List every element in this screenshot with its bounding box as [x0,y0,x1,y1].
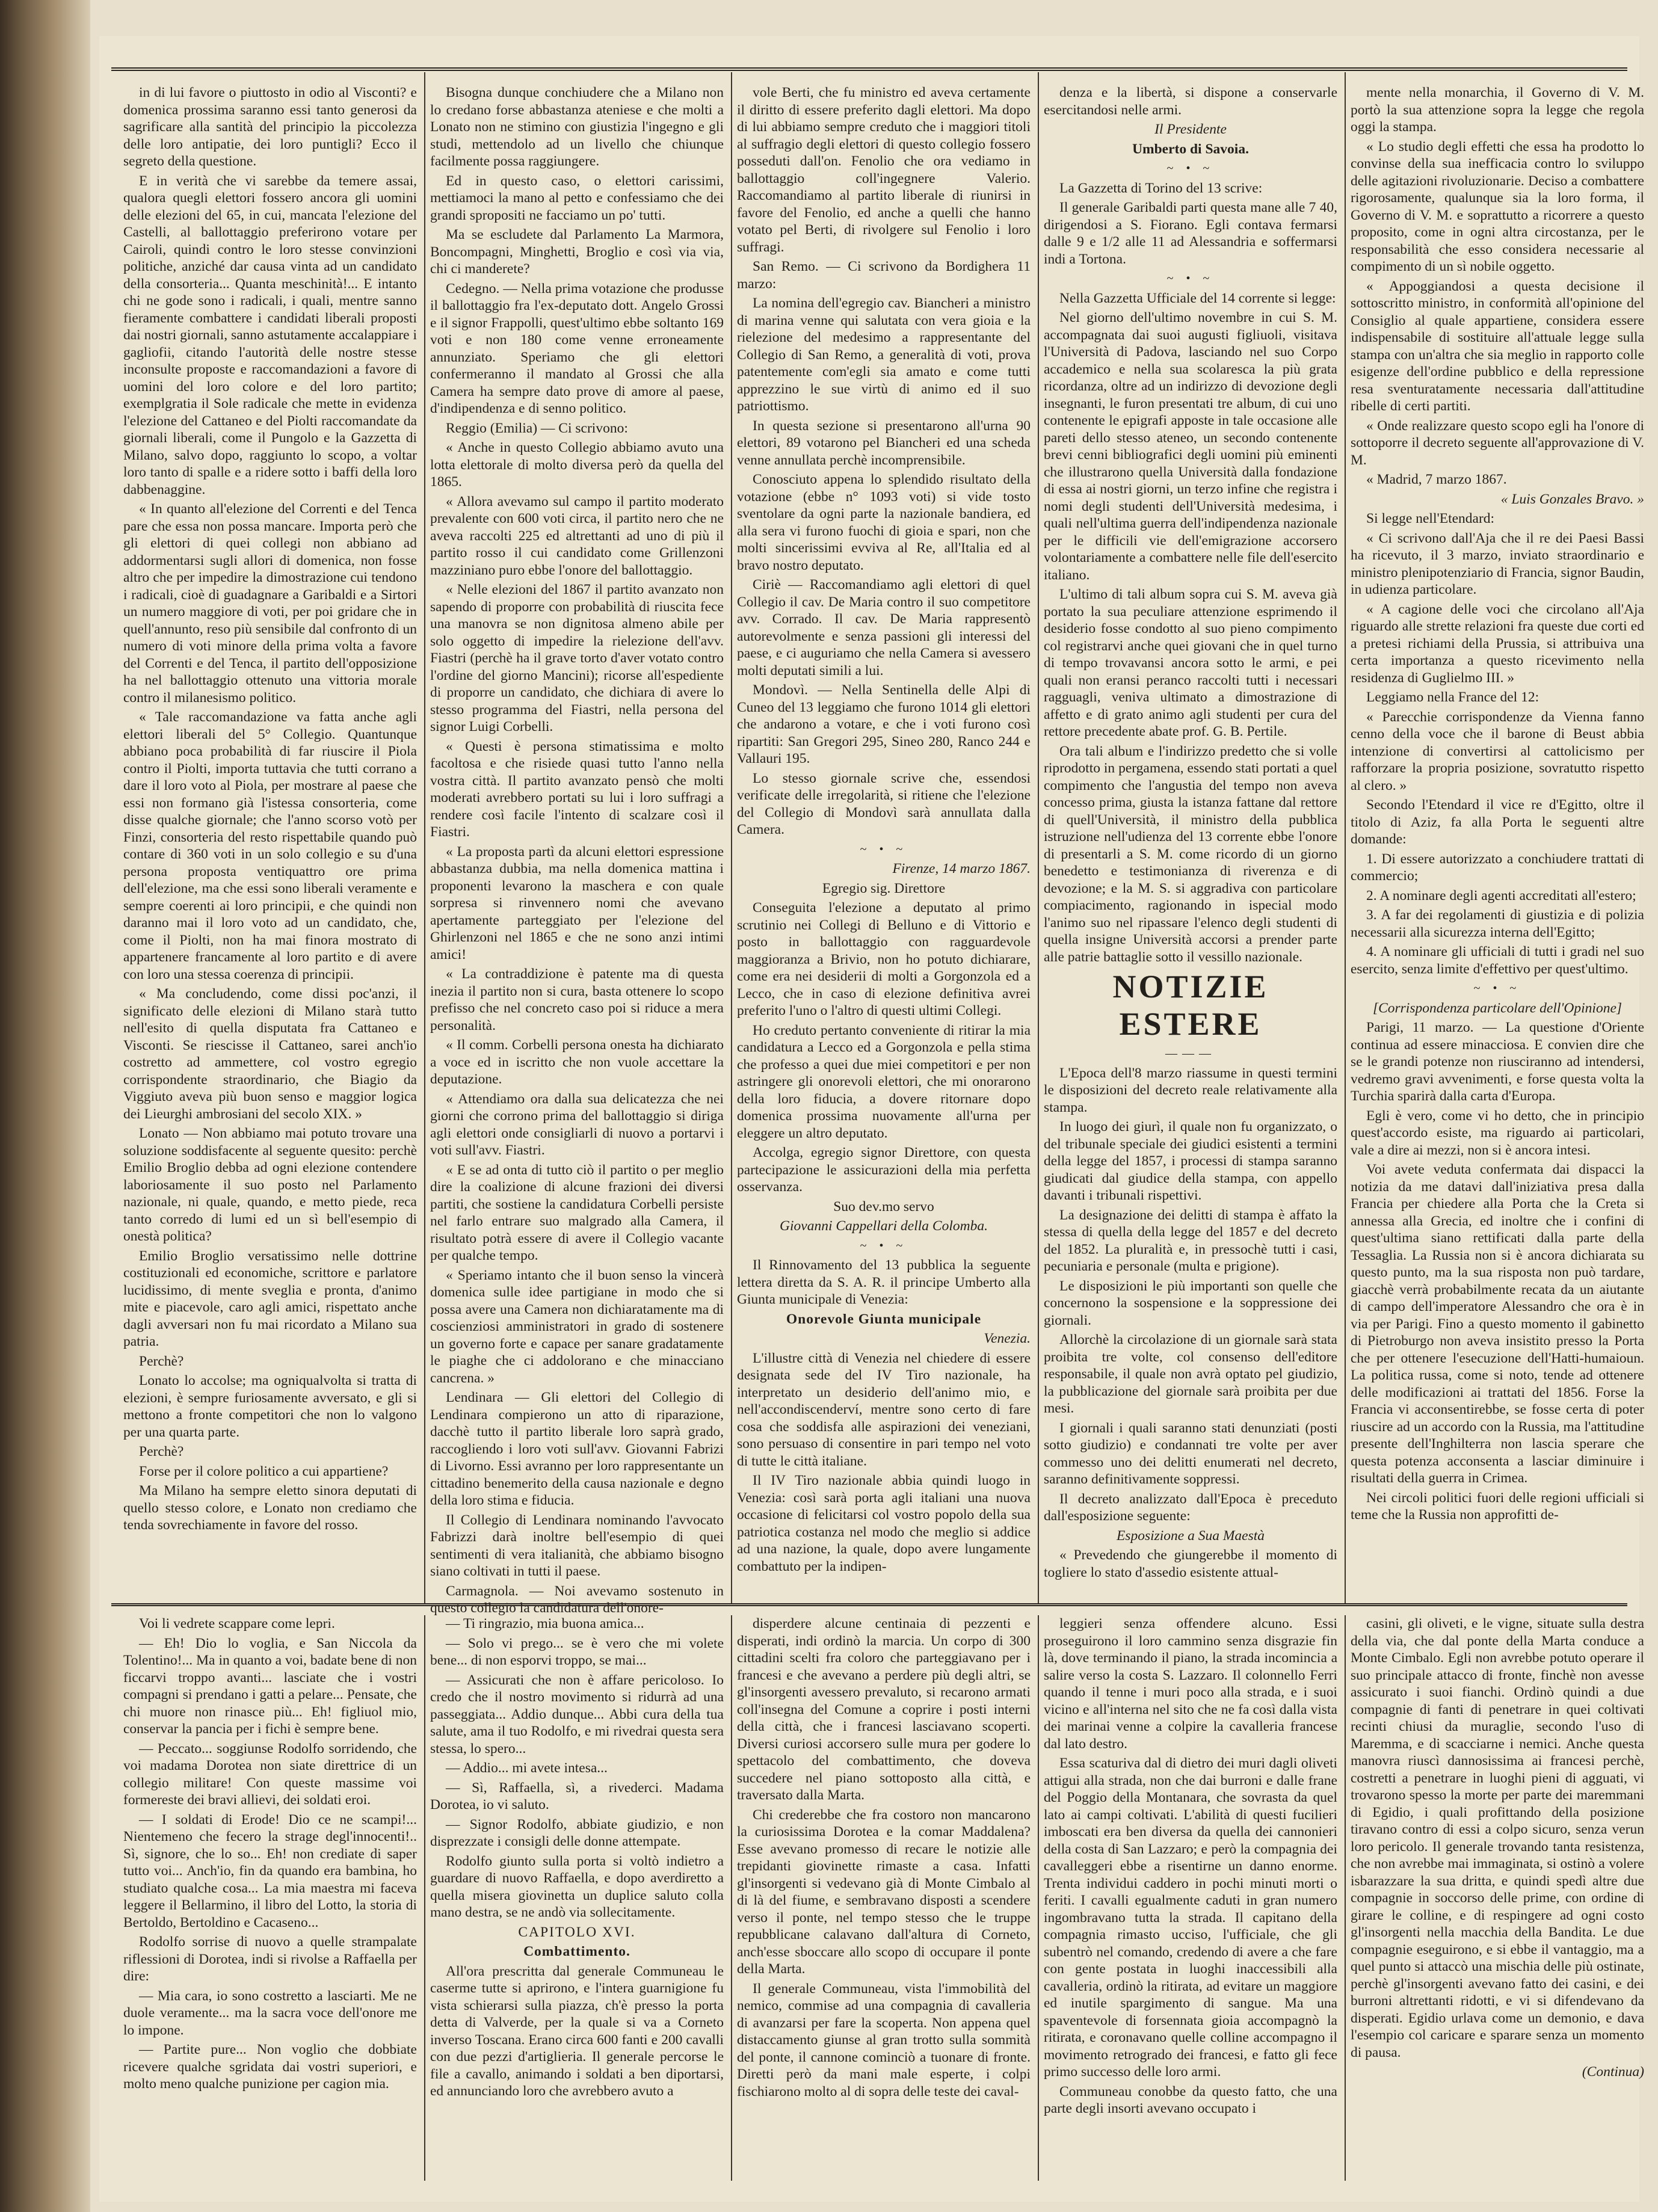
paragraph: « Il comm. Corbelli persona onesta ha dichiarato a voce ed in iscritto che non vuole accettare la deputazione. [430,1037,724,1087]
paragraph: L'ultimo di tali album sopra cui S. M. aveva già portato la sua peculiare attenzione esprimendo il desiderio fosse condotto al suo pieno compimento col registrarvi anche quei giovani che in quel turno di tempo trovavansi ancora sotto le armi, e pei quali non eransi peranco raccolti tutti i necessari ragguagli, veniva ultimato a dimostrazione di affetto e di grato animo agli studenti per cura del rettore precedente abate prof. G. B. Pertile. [1044,587,1337,739]
signature: « Luis Gonzales Bravo. » [1500,491,1644,507]
signature: Giovanni Cappellari della Colomba. [780,1218,988,1234]
feuilleton-column-1 [123,1615,417,2175]
paragraph: « Tale raccomandazione va fatta anche agli elettori liberali del 5° Collegio. Quantunque abbiano poca probabilità di far riuscire il Piola contro il Piolti, importa tuttavia che tutti corrano a dare il loro voto al Piola, per mostrare al paese che essi non formano già l'istessa consorteria, come disse qualche giornale; che l'anno scorso votò per Finzi, consorteria del resto rispettabile quando può contare di 360 voti in un solo collegio e su d'una persona proposta ventiquattro ore prima dell'elezione, ma che essi sono liberali veramente e sempre coerenti ai loro principii, e che quindi non daranno mai il loro voto ad un candidato, che, come il Piolti, non ha mai finora mostrato di appartenere francamente al loro partito e di avere con loro una stessa coerenza di principii. [123,709,417,982]
letter-place: Venezia. [984,1331,1031,1346]
paragraph: « Parecchie corrispondenze da Vienna fanno cenno della voce che il barone di Beust abbia intenzione di convertirsi al cattolicismo per rafforzare la propria posizione, sovratutto rispetto al clero. » [1351,709,1644,793]
paragraph: Cedegno. — Nella prima votazione che produsse il ballottaggio fra l'ex-deputato dott. Angelo Grossi e il signor Frappolli, quest'ultimo ebbe soltanto 169 voti e non 180 come venne erroneamente annunziato. Speriamo che gli elettori confermeranno il mandato al Grossi che alla Camera ha sempre dato prove di amore al paese, d'indipendenza e di senno politico. [430,280,724,416]
paragraph: Perchè? [139,1353,184,1369]
paragraph: « Speriamo intanto che il buon senso la vincerà domenica sulle idee partigiane in modo che si possa avere una Camera non dichiaratamente ma di coscienziosi amministratori in grado di sostenere un governo forte e capace per sanare gradatamente le piaghe che ci addolorano e che minacciano cancrena. » [430,1267,724,1386]
paragraph: « In quanto all'elezione del Correnti e del Tenca pare che essa non possa mancare. Importa però che gli elettori di quei collegi non abbiano ad addormentarsi sugli allori di domenica, non fosse altro che per impedire la dimostrazione cui tendono i radicali, cioè di guadagnare a Garibaldi e a Sirtori un numero maggiore di voti, per poi gridare che in quell'annunto, reso più sensibile dal confronto di un numero di voti minore della prima volta a favore del Correnti e del Tenca, il partito dell'opposizione ha nel ballottaggio ottenuto una vittoria morale contro il milanesismo politico. [123,501,417,706]
paragraph: Nella Gazzetta Ufficiale del 14 corrente si legge: [1059,290,1336,306]
paragraph: Il generale Communeau, vista l'immobilità del nemico, commise ad una compagnia di cavalleria di avanzarsi per fare la scoperta. Non appena quel distaccamento giunse al gran trotto sulla sommità del ponte, il cannone cominciò a tuonare di fronte. Diretti però da mani male esperte, i colpi fischiarono molto al di sopra delle teste dei caval- [737,1980,1031,2100]
column-separator [731,1615,732,2181]
paragraph: Allorchè la circolazione di un giornale sarà stata proibita tre volte, col consenso dell'editore responsabile, il quale non avrà optato pel giudizio, la pubblicazione del giornale sarà proibita per due mesi. [1044,1332,1337,1416]
paragraph: Leggiamo nella France del 12: [1366,689,1539,705]
paragraph: « La proposta partì da alcuni elettori espressione abbastanza dubbia, ma nella domenica mattina i proponenti levarono la maschera e con quale sorpresa si rinvennero nomi che avevano apertamente parteggiato per l'elezione del Ghirlenzoni nel 1865 e che ne sono anzi intimi amici! [430,843,724,963]
section-title: NOTIZIE ESTERE [1112,969,1269,1042]
paragraph: Il generale Garibaldi parti questa mane alle 7 40, dirigendosi a S. Fiorano. Egli contava fermarsi dalle 9 e 1/2 alle 11 ad Alessandria e soffermarsi indi a Tortona. [1044,200,1337,267]
paragraph: Chi crederebbe che fra costoro non mancarono la curiosissima Dorotea e la comar Maddalena? Esse avevano promesso di recare le notizie alle trepidanti giovinette rimaste a casa. Infatti gl'insorgenti si vedevano già di Monte Cimbalo al di là del fiume, e sembravano disposti a scendere verso il ponte, nel tempo stesso che le truppe repubblicane calavano dall'altura di Corneto, anch'esse sboccare allo scopo di occupare il ponte della Marta. [737,1807,1031,1977]
paragraph: Communeau conobbe da questo fatto, che una parte degli insorti avevano occupato i [1044,2083,1337,2116]
paragraph: Parigi, 11 marzo. — La questione d'Oriente continua ad essere minacciosa. E convien dire che se le grandi potenze non riusciranno ad intendersi, vedremo gravi avvenimenti, e forse questa volta la Turchia sparirà dalla carta d'Europa. [1351,1020,1644,1104]
paragraph: « E se ad onta di tutto ciò il partito o per meglio dire la coalizione di alcune frazioni dei diversi partiti, che sostiene la candidatura Corbelli persiste nel farlo entrare suo malgrado alla Camera, il risultato potrà essere di avere il Collegio vacante per qualche tempo. [430,1162,724,1263]
dateline: « Madrid, 7 marzo 1867. [1366,472,1507,487]
paragraph: Nei circoli politici fuori delle regioni ufficiali si teme che la Russia non approfitti de- [1351,1490,1644,1523]
paragraph: Lonato — Non abbiamo mai potuto trovare una soluzione soddisfacente al seguente quesito: perchè Emilio Broglio debba ad ogni elezione contendere laboriosamente il suo posto nel Parlamento nazionale, ni quale, quando, e metto piede, reca tanto corredo di lumi ed un sì bell'esempio di onestà politica? [123,1126,417,1244]
paragraph: denza e la libertà, si dispone a conservarle esercitandosi nelle armi. [1044,85,1337,118]
paragraph: La Gazzetta di Torino del 13 scrive: [1059,180,1263,196]
paragraph: Rodolfo sorrise di nuovo a quelle strampalate riflessioni di Dorotea, indi si rivolse a Raffaella per dire: [123,1934,417,1984]
paragraph: — Mia cara, io sono costretto a lasciarti. Me ne duole veramente... ma la sacra voce dell'onore me lo impone. [123,1988,417,2038]
paragraph: L'illustre città di Venezia nel chiedere di essere designata sede del IV Tiro nazionale, ha interpretato un desiderio dell'animo mio, e nell'accondiscenderví, mentre sono certo di fare cosa che soddisfa alle aspirazioni dei veneziani, sono persuaso di consentire in pari tempo nel voto di tutte le città italiane. [737,1350,1031,1469]
chapter-title: Combattimento. [523,1944,630,1959]
paragraph: Il Rinnovamento del 13 pubblica la seguente lettera diretta da S. A. R. il principe Umberto alla Giunta municipale di Venezia: [737,1257,1031,1307]
paragraph: « Onde realizzare questo scopo egli ha l'onore di sottoporre il decreto seguente all'approvazione di V. M. [1351,417,1644,468]
signature: Umberto di Savoia. [1132,141,1249,157]
paragraph: Conseguita l'elezione a deputato al primo scrutinio nei Collegi di Belluno e di Vittorio e posto in ballottaggio con ragguardevole maggioranza a Brivio, non ho potuto dichiarare, come era nei desiderii di molti a Gorgonzola ed a Lecco, che in caso di elezione definitiva avrei preferito l'uno o l'altro di questi ultimi Collegi. [737,900,1031,1018]
column-1 [123,84,417,1588]
ornament-divider: ~ • ~ [1473,982,1521,995]
paragraph: — Signor Rodolfo, abbiate giudizio, e non disprezzate i consigli delle donne attempate. [430,1816,724,1849]
paragraph: Il decreto analizzato dall'Epoca è preceduto dall'esposizione seguente: [1044,1491,1337,1524]
paragraph: In questa sezione si presentarono all'urna 90 elettori, 89 votarono pel Biancheri ed una scheda venne annullata perchè incomprensibile. [737,417,1031,468]
paragraph: Il Collegio di Lendinara nominando l'avvocato Fabrizzi darà inoltre bell'esempio di quei sentimenti di vera italianità, che abbiamo bisogno siano coltivati in tutti il paese. [430,1512,724,1579]
column-separator [424,72,425,1603]
paragraph: All'ora prescritta dal generale Communeau le caserme tutte si aprirono, e l'intera guarnigione fu vista schierarsi sulla piazza, ch'è presso la porta detta di Valverde, per la quale si va a Corneto inverso Toscana. Erano circa 600 fanti e 200 cavalli con due pezzi d'artiglieria. Il generale percorse le file a cavallo, animando i soldati a ben diportarsi, ed annunciando loro che avrebbero avuto a [430,1963,724,2099]
column-separator [731,72,732,1603]
ornament-divider: ~ • ~ [1166,162,1215,175]
paragraph: La nomina dell'egregio cav. Biancheri a ministro di marina venne qui salutata con vera gioia e la rielezione del medesimo a rappresentante del Collegio di San Remo, a generalità di voti, prova patentemente com'egli sia amato e come tutti apprezzino le sue virtù di animo ed il suo patriottismo. [737,295,1031,414]
paragraph: Forse per il colore politico a cui appartiene? [139,1463,389,1479]
paragraph: I giornali i quali saranno stati denunziati (posti sotto giudizio) e condannati tre volte per aver commesso uno dei delitti enumerati nel decreto, saranno definitivamente soppressi. [1044,1420,1337,1487]
paragraph: « Ma concludendo, come dissi poc'anzi, il significato delle elezioni di Milano starà tutto nell'esito di quella disputata fra Cattaneo e Visconti. Se riescisse il Cattaneo, sarei anch'io costretto ad ammettere, col vostro egregio corrispondente straordinario, che Biagio da Viggiuto aveva più buon senso e maggior logica dei Lieurghi ambrosiani del secolo XIX. » [123,986,417,1122]
paragraph: « Appoggiandosi a questa decisione il sottoscritto ministro, in conformità all'opinione del Consiglio al quale appartiene, considera essere indispensabile di sostituire all'attuale legge sulla stampa con un'altra che sia meglio in rapporto colle esigenze dell'ordine pubblico e della repressione resa sventuratamente necessaria dall'attitudine ribelle di certi partiti. [1351,278,1644,414]
correspondence-heading: [Corrispondenza particolare dell'Opinione] [1372,1000,1623,1016]
to-be-continued: (Continua) [1582,2064,1644,2080]
paragraph: disperdere alcune centinaia di pezzenti e disperati, indi ordinò la marcia. Un corpo di 300 cittadini scelti fra coloro che parteggiavano per i francesi e che avevano a perdere più degli altri, se gl'insorgenti avessero prevaluto, si recarono armati coll'insegna del Comune a coprire i posti interni della città, che i francesi lasciavano scoperti. Diversi curiosi accorsero sulle mura per godere lo spettacolo del combattimento, che doveva succedere nel piano sottoposto alla città, e traversato dalla Marta. [737,1616,1031,1803]
paragraph: « Ci scrivono dall'Aja che il re dei Paesi Bassi ha ricevuto, il 3 marzo, inviato straordinario e ministro plenipotenziario di Francia, signor Baudin, in udienza particolare. [1351,530,1644,597]
feuilleton-rule [111,1603,1627,1606]
paragraph: « Prevedendo che giungerebbe il momento di togliere lo stato d'assedio esistente attual- [1044,1547,1337,1580]
paragraph: « Questi è persona stimatissima e molto facoltosa e che risiede quasi tutto l'anno nella vostra città. Il partito avanzato pensò che molti moderati avrebbero portati su lui i loro suffragi a rendere così facile l'intento di scalzare così il Fiastri. [430,738,724,840]
paragraph: Si legge nell'Etendard: [1366,511,1495,526]
ornament-divider: ~ • ~ [1166,272,1215,285]
closing: Suo dev.mo servo [833,1198,934,1215]
paragraph: — Eh! Dio lo voglia, e San Niccola da Tolentino!... Ma in quanto a voi, badate bene di non ficcarvi troppo avanti... lasciate che i vostri compagni si prendano i gatti a pelare... Pensate, che chi muore non rinasce più... Eh! figliuol mio, conservar la pancia per i fichi è sempre bene. [123,1635,417,1737]
paragraph: — I soldati di Erode! Dio ce ne scampi!... Nientemeno che fecero la strage degl'innocenti!.. Sì, signore, che lo so... Eh! non crediate di saper tutto voi... Anch'io, fin da quando era bambina, ho studiato qualche cosa... La mia maestra mi faceva leggere il Bellarmino, il libro del Lotto, la storia di Bertoldo, Bertoldino e Cacaseno... [123,1811,417,1930]
paragraph: — Addio... mi avete intesa... [446,1760,608,1776]
paragraph: Lonato lo accolse; ma ogniqualvolta si tratta di elezioni, è sempre furiosamente avversato, e gli si mettono a fronte competitori che non lo valgono per una quarta parte. [123,1373,417,1440]
paragraph: Ed in questo caso, o elettori carissimi, mettiamoci la mano al petto e confessiamo che dei grandi spropositi ne facciamo un po' tutti. [430,173,724,223]
paragraph: « Nelle elezioni del 1867 il partito avanzato non sapendo di proporre con probabilità di riuscita fece una manovra se non dignitosa almeno abile per solo oggetto di impedire la rielezione dell'avv. Fiastri (perchè ha il grave torto d'aver votato contro l'ordine del giorno Mancini); ricorse all'espediente di proporre un candidato, che dichiara di avere lo stesso programma del Fiastri, nella persona del signor Luigi Corbelli. [430,582,724,735]
paragraph: — Sì, Raffaella, sì, a rivederci. Madama Dorotea, io vi saluto. [430,1779,724,1813]
paragraph: Lendinara — Gli elettori del Collegio di Lendinara compierono un atto di riparazione, dacchè tutto il partito liberale loro saprà grado, raccogliendo i loro voti sull'avv. Giovanni Fabrizi di Livorno. Essi avranno per loro rappresentante un cittadino benemerito della causa nazionale e degno della loro stima e fiducia. [430,1390,724,1508]
dateline: Firenze, 14 marzo 1867. [892,861,1031,876]
column-separator [1345,72,1346,1603]
paragraph: Ma se escludete dal Parlamento La Marmora, Boncompagni, Minghetti, Broglio e così via via, chi ci manderete? [430,227,724,277]
signature-title: Il Presidente [1154,122,1227,137]
paragraph: « Allora avevamo sul campo il partito moderato prevalente con 600 voti circa, il partito nero che ne aveva raccolti 225 ed altrettanti ad uno di più il partito rosso il cui candidato come Grillenzoni mazziniano puro ebbe l'onore del ballottaggio. [430,493,724,578]
paragraph: leggieri senza offendere alcuno. Essi proseguirono il loro cammino senza disgrazie fin là, dove terminando il piano, la strada incomincia a salire verso la costa S. Lazzaro. Il colonnello Ferri quando il tenne i muri poco alla strada, e i suoi vicino e all'interna nel sito che ne fa così dalla vista dei marinai venne a colpire la cavalleria francese dal lato destro. [1044,1616,1337,1752]
ornament-divider: ~ • ~ [860,842,908,856]
paragraph: In luogo dei giurì, il quale non fu organizzato, o del tribunale speciale dei giudici esistenti a termini della legge del 1857, i processi di stampa saranno giudicati dal giudice della stampa, con appello davanti i tribunali rispettivi. [1044,1119,1337,1203]
chapter-number: CAPITOLO XVI. [518,1924,636,1940]
feuilleton-column-5 [1351,1615,1644,2175]
paragraph: L'Epoca dell'8 marzo riassume in questi termini le disposizioni del decreto reale relativamente alla stampa. [1044,1065,1337,1115]
paragraph: « Anche in questo Collegio abbiamo avuto una lotta elettorale di molto diversa però da quella del 1865. [430,440,724,490]
paragraph: casini, gli oliveti, e le vigne, situate sulla destra della via, che dal ponte della Marta conduce a Monte Cimbalo. Egli non avrebbe potuto operare il suo principale attacco di fronte, finchè non avesse assicurato i suoi fianchi. Ordinò quindi a due compagnie di fanti di penetrare in quei coltivati recinti chiusi da muraglie, secondo l'uso di Maremma, e di scacciarne i nemici. Anche questa manovra riuscì dannosissima ai francesi perchè, costretti a penetrare in luoghi pieni di agguati, vi trovarono spesso la morte per parte dei maremmani di Egidio, i quali profittando della posizione tiravano contro di essi a colpo sicuro, senza verun loro pericolo. Il generale trovando tanta resistenza, che non avrebbe mai immaginata, si ostinò a volere isbarazzare la sua dritta, e quindi spedì altre due compagnie in soccorso delle prime, con ordine di girare le colline, e di respingere ad ogni costo gl'insorgenti nella macchia della Bandita. Le due compagnie eseguirono, e si ebbe il vantaggio, ma a quel punto si attaccò una mischia delle più ostinate, perchè gl'insorgenti avevano fatto dei casini, e dei burroni altrettanti ridotti, e vi si difendevano da disperati. Egidio urlava come un demonio, e dava l'esempio col caricare e sparare senza un momento di pausa. [1351,1616,1644,2060]
list-item: 3. A far dei regolamenti di giustizia e di polizia necessarii alla sicurezza interna dell'Egitto; [1351,907,1644,940]
paragraph: — Partite pure... Non voglio che dobbiate ricevere qualche sgridata dai vostri superiori, e molto meno qualche punizione per cagion mia. [123,2042,417,2092]
column-5 [1351,84,1644,1588]
newspaper-page [99,36,1644,2202]
paragraph: « La contraddizione è patente ma di questa inezia il partito non si cura, basta ottenere lo scopo prefisso che nel concreto caso poi si riduce a mera personalità. [430,966,724,1034]
paragraph: Nel giorno dell'ultimo novembre in cui S. M. accompagnata dai suoi augusti figliuoli, visitava l'Università di Padova, lasciando nel suo Corpo accademico e nella sua scolaresca la più grata ricordanza, oltre ad un indirizzo di devozione degli insegnanti, le furon presentati tre album, di cui uno contenente le epigrafi apposte in tale occasione alle pareti dello stesso ateneo, un secondo contenente brevi cenni bibliografici degli uomini più eminenti che illustrarono quella Università dalla fondazione di essa ai nostri giorni, un terzo infine che registra i nomi degli studenti dell'Università medesima, i quali nell'ultima guerra dell'indipendenza nazionale per le difficili vie dell'emigrazione accorsero volontariamente a combattere nelle file dell'esercito italiano. [1044,310,1337,583]
column-2 [430,84,724,1616]
paragraph: Mondovì. — Nella Sentinella delle Alpi di Cuneo del 13 leggiamo che furono 1014 gli elettori che andarono a votare, e che i voti furono così ripartiti: San Gregori 295, Sineo 280, Ranco 244 e Vallauri 195. [737,682,1031,766]
paragraph: Voi avete veduta confermata dai dispacci la notizia da me datavi dall'iniziativa presa dalla Francia per chiedere alla Porta che la Creta si annessa alla Grecia, ed inoltre che i confini di quest'ultima siano rettificati dalla parte della Tessaglia. La Russia non si è ancora dichiarata su questo punto, ma la sua risposta non può tardare, giacchè verrà probabilmente recata da un aiutante di campo dell'imperatore Alessandro che ora è in via per Parigi. Fino a questo momento il gabinetto di Pietroburgo non aveva insistito presso la Porta che per ottenere l'esecuzione dell'Hatti-humaioun. La politica russa, come si noto, tende ad ottenere delle modificazioni ai trattati del 1856. Forse la Francia vi acconsentirebbe, se fosse certa di poter riuscire ad un accordo con la Russia, ma l'attitudine presente dell'Inghilterra non lascia sperare che questa potenza acconsenta a lasciar diminuire i risultati della guerra in Crimea. [1351,1162,1644,1486]
paragraph: Accolga, egregio signor Direttore, con questa partecipazione le assicurazioni della mia perfetta osservanza. [737,1145,1031,1195]
paragraph: « Lo studio degli effetti che essa ha prodotto lo convinse della sua inefficacia contro lo sviluppo delle agitazioni rivoluzionarie. Deciso a combattere rigorosamente, qualunque sia la loro forma, il Governo di V. M. e soprattutto a ricorrere a questo proposito, come in ogni altra circostanza, per le responsabilità che esso considera necessarie al compimento di un sì nobile oggetto. [1351,138,1644,274]
column-4 [1044,84,1337,1588]
column-separator [424,1615,425,2181]
paragraph: — Solo vi prego... se è vero che mi volete bene... di non esporvi troppo, se mai... [430,1635,724,1668]
column-3 [737,84,1031,1588]
paragraph: « A cagione delle voci che circolano all'Aja riguardo alle strette relazioni fra queste due corti ed a pretesi richiami della Prussia, si attribuiva una certa importanza a questo ricevimento nella residenza di Guglielmo III. » [1351,601,1644,686]
paragraph: La designazione dei delitti di stampa è affato la stessa di quella della legge del 1857 e del decreto del 1852. La pluralità e, in pressochè tutti i casi, pecuniaria e personale (multa e prigione). [1044,1207,1337,1274]
column-separator [1038,1615,1039,2181]
paragraph: Emilio Broglio versatissimo nelle dottrine costituzionali ed economiche, scrittore e parlatore lucidissimo, di mente sveglia e pronta, d'animo mite e piacevole, caro agli amici, rispettato anche dagli avversari non fu mai ricordato a Milano sua patria. [123,1248,417,1349]
paragraph: Egli è vero, come vi ho detto, che in principio quest'accordo esiste, ma riguardo ai particolari, vale a dire ai mezzi, non si è ancora intesi. [1351,1108,1644,1158]
paragraph: Secondo l'Etendard il vice re d'Egitto, oltre il titolo di Aziz, fa alla Porta le seguenti altre domande: [1351,797,1644,847]
paragraph: Bisogna dunque conchiudere che a Milano non lo credano forse abbastanza ateniese e che molti a Lonato non ne stimino con giustizia l'ingegno e gli studi, mettendolo ad un livello che chiunque facilmente possa raggiungere. [430,85,724,169]
paragraph: « Attendiamo ora dalla sua delicatezza che nei giorni che corrono prima del ballottaggio si diriga agli elettori onde consigliarli di nuovo a portarvi i voti sull'avv. Fiastri. [430,1091,724,1158]
paragraph: Ciriè — Raccomandiamo agli elettori di quel Collegio il cav. De Maria contro il suo competitore avv. Corrado. Il cav. De Maria rappresentò autorevolmente e senza passioni gli interessi del paese, e ci auguriamo che nella Camera si avessero molti deputati simili a lui. [737,577,1031,679]
paragraph: — Ti ringrazio, mia buona amica... [446,1616,644,1631]
ornament-divider: ——— [1165,1047,1216,1060]
letter-address: Onorevole Giunta municipale [786,1311,982,1327]
paragraph: Lo stesso giornale scrive che, essendosi verificate delle irregolarità, si ritiene che l'elezione del Collegio di Mondovì sarà annullata dalla Camera. [737,770,1031,837]
salutation: Egregio sig. Direttore [822,880,946,896]
paragraph: E in verità che vi sarebbe da temere assai, qualora quegli elettori fossero ancora gli uomini delle elezioni del 65, in cui, mancata l'elezione del Castelli, al ballottaggio preferirono votare per Cairoli, quindi contro le loro stesse convinzioni politiche, anziché dar causa vinta ad un candidato della consorteria... Quanta meschinità!... E intanto chi ne gode sono i radicali, i quali, mentre sanno fieramente combattere i candidati liberali proposti dai nostri giornali, sanno astutamente accalappiare i gagliofii, citando l'autorità delle nostre stesse inconsulte proposte e raccomandazioni a favore di uomini del loro colore e del loro partito; exemplgratia il Sole radicale che mette in evidenza l'elezione del Cattaneo e del Piolti raccomandate da giornali liberali, come il Pungolo e la Gazzetta di Milano, salvo dopo, raggiunto lo scopo, a voltar loro tanto di spalle e a ridere sotto i baffi della loro dabbenaggine. [123,173,417,498]
paragraph: Perchè? [139,1444,184,1459]
paragraph: Rodolfo giunto sulla porta si voltò indietro a guardare di nuovo Raffaella, e dopo averdiretto a quella misera giovinetta un duplice saluto colla mano destra, se ne andò via sollecitamente. [430,1853,724,1920]
column-separator [1345,1615,1346,2181]
paragraph: vole Berti, che fu ministro ed aveva certamente il diritto di essere preferito dagli elettori. Ma dopo di lui abbiamo sempre creduto che i maggiori titoli al suffragio degli elettori di questo collegio fossero posseduti dall'on. Fenolio che ora vediamo in ballottaggio coll'ingegnere Valerio. Raccomandiamo al partito liberale di riunirsi in favore del Fenolio, ed anche a quelli che hanno votato pel Berti, di rivolgere sul Fenolio i loro suffragi. [737,85,1031,255]
paragraph: — Assicurati che non è affare pericoloso. Io credo che il nostro movimento si ridurrà ad una passeggiata... Addio dunque... Abbi cura della tua salute, ama il tuo Rodolfo, e mi rivedrai questa sera stessa, lo spero... [430,1672,724,1757]
paragraph: Ma Milano ha sempre eletto sinora deputati di quello stesso colore, e Lonato non crediamo che tenda sovrechiamente in favore del rosso. [123,1483,417,1533]
paragraph: in di lui favore o piuttosto in odio al Visconti? e domenica prossima saranno essi tanto generosi da sagrificare alla santità del principio la piccolezza delle loro antipatie, dei loro puntigli? Ecco il segreto della questione. [123,85,417,169]
paragraph: Ora tali album e l'indirizzo predetto che si volle riprodotto in pergamena, essendo stati portati a quel compimento che l'angustia del tempo non aveva concesso prima, giusta la istanza fattane dal rettore di quell'Università, il ministro della pubblica istruzione nell'udienza del 13 corrente ebbe l'onore di presentarli a S. M. come ricordo di un giorno benedetto e testimonianza di riverenza e di devozione; e la M. S. si aggradiva con particolare compiacimento, ragionando in ispecial modo l'animo suo nel ripassare l'elenco degli studenti di quella insigne Università accorsi a prender parte alle patrie battaglie sotto il vessillo nazionale. [1044,743,1337,965]
paragraph: San Remo. — Ci scrivono da Bordighera 11 marzo: [737,259,1031,292]
book-binding-edge [0,0,90,2212]
column-separator [1038,72,1039,1603]
list-item: 1. Di essere autorizzato a conchiudere trattati di commercio; [1351,851,1644,884]
paragraph: — Peccato... soggiunse Rodolfo sorridendo, che voi madama Dorotea non siate direttrice di un collegio militare! Con queste massime voi formereste dei bravi allievi, dei soldati eroi. [123,1740,417,1808]
paragraph: Carmagnola. — Noi avevamo sostenuto in questo collegio la candidatura dell'onore- [430,1583,724,1616]
paragraph: Voi li vedrete scappare come lepri. [139,1616,335,1631]
paragraph: Le disposizioni le più importanti son quelle che concernono la sospensione e la soppressione dei giornali. [1044,1278,1337,1328]
subheading: Esposizione a Sua Maestà [1116,1527,1265,1544]
list-item: 2. A nominare degli agenti accreditati all'estero; [1366,887,1636,904]
feuilleton-column-3 [737,1615,1031,2175]
top-rule [111,67,1627,71]
paragraph: Ho creduto pertanto conveniente di ritirar la mia candidatura a Lecco ed a Gorgonzola e pella stima che professo a quei due miei competitori e per non astringere gli onorevoli elettori, che mi onorarono della loro fiducia, a dovere ritornare dopo domenica prossima nuovamente all'urna per eleggere un altro deputato. [737,1022,1031,1141]
ornament-divider: ~ • ~ [860,1239,908,1252]
paragraph: Essa scaturiva dal di dietro dei muri dagli oliveti attigui alla strada, non che dai burroni e dalle frane del Poggio della Montanara, che sovrasta da quel lato ai campi coltivati. L'abilità di questi fucilieri imboscati era ben diversa da quella dei cannonieri della costa di San Lazzaro; e però la compagnia dei cavalleggeri ebbe a risentirne un danno enorme. Trenta individui caddero in pochi minuti morti o feriti. I cavalli egualmente caduti in gran numero ingombravano tutta la strada. Il capitano della compagnia rimasto ucciso, l'ufficiale, che gli subentrò nel comando, credendo di avere a che fare con gente postata in luoghi inaccessibili alla cavalleria, ordinò la ritirata, ad evitare un maggiore ed inutile spargimento di sangue. Ma una spaventevole di forsennata gioia accompagnò la ritirata, e coronavano quelle colline accompagno il movimento retrogrado dei francesi, e fatto gli fece primo successo delle loro armi. [1044,1755,1337,2080]
paragraph: Il IV Tiro nazionale abbia quindi luogo in Venezia: così sarà porta agli italiani una nuova occasione di felicitarsi col vostro popolo della sua patriotica costanza nel modo che meglio si addice ad una nazione, la quale, dopo avere lungamente combattuto per la indipen- [737,1473,1031,1574]
feuilleton-column-4 [1044,1615,1337,2175]
feuilleton-column-2 [430,1615,724,2175]
paragraph: Reggio (Emilia) — Ci scrivono: [446,420,628,436]
list-item: 4. A nominare gli ufficiali di tutti i gradi nel suo esercito, senza limite d'effettivo per quest'ultimo. [1351,944,1644,977]
paragraph: Conosciuto appena lo splendido risultato della votazione (ebbe n° 1093 voti) si vide tosto sventolare da ogni parte la nazionale bandiera, ed alla sera vi furono fuochi di gioia e spari, non che molti sincerissimi evviva al Re, all'Italia ed al bravo nostro deputato. [737,472,1031,573]
paragraph: mente nella monarchia, il Governo di V. M. portò la sua attenzione sopra la legge che regola oggi la stampa. [1351,85,1644,135]
